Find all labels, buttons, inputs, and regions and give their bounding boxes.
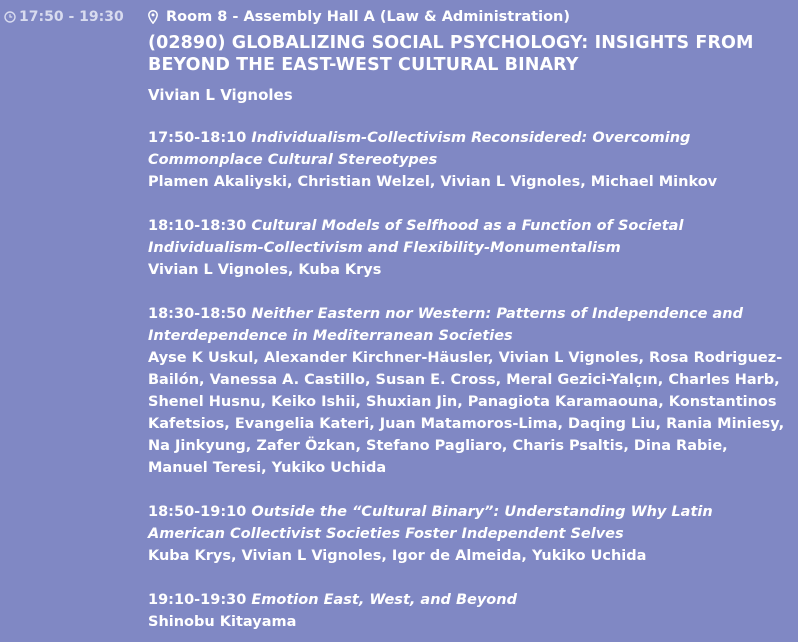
talk-title[interactable]: Neither Eastern nor Western: Patterns of Independence and Interdependence in Mediterranean Societies — [148, 306, 743, 344]
talk-time: 18:50-19:10 — [148, 504, 247, 520]
talk-authors: Shinobu Kitayama — [148, 614, 297, 630]
talk-item — [148, 501, 788, 567]
talk-title[interactable]: Outside the “Cultural Binary”: Understanding Why Latin American Collectivist Societies Foster Independent Selves — [148, 504, 713, 542]
talk-authors: Kuba Krys, Vivian L Vignoles, Igor de Almeida, Yukiko Uchida — [148, 548, 647, 564]
room-text: Room 8 - Assembly Hall A (Law & Administration) — [166, 9, 570, 25]
talk-title[interactable]: Individualism-Collectivism Reconsidered: Overcoming Commonplace Cultural Stereotypes — [148, 130, 691, 168]
talk-authors: Plamen Akaliyski, Christian Welzel, Vivian L Vignoles, Michael Minkov — [148, 174, 718, 190]
talk-authors: Vivian L Vignoles, Kuba Krys — [148, 262, 382, 278]
room-location — [148, 8, 788, 26]
talk-item — [148, 215, 788, 281]
talk-time: 17:50-18:10 — [148, 130, 247, 146]
map-pin-icon — [148, 10, 158, 24]
talk-item — [148, 589, 788, 633]
talk-title[interactable]: Emotion East, West, and Beyond — [251, 592, 517, 608]
session-title[interactable]: (02890) GLOBALIZING SOCIAL PSYCHOLOGY: INSIGHTS FROM BEYOND THE EAST-WEST CULTURAL BINARY — [148, 33, 754, 75]
talk-time: 18:30-18:50 — [148, 306, 247, 322]
talk-authors: Ayse K Uskul, Alexander Kirchner-Häusler, Vivian L Vignoles, Rosa Rodriguez-Bailón, Vanessa A. Castillo, Susan E. Cross, Meral Gezici-Yalçın, Charles Harb, Shenel Husnu, Keiko Ishii, Shuxian Jin, Panagiota Karamaouna, Konstantinos Kafetsios, Evangelia Kateri, Juan Matamoros-Lima, Daqing Liu, Rania Miniesy, Na Jinkyung, Zafer Özkan, Stefano Pagliaro, Charis Psaltis, Dina Rabie, Manuel Teresi, Yukiko Uchida — [148, 350, 785, 476]
talk-item — [148, 303, 788, 479]
session-details — [148, 8, 788, 633]
talk-item — [148, 127, 788, 193]
session-chair: Vivian L Vignoles — [148, 86, 293, 104]
clock-icon — [4, 11, 16, 23]
talk-time: 19:10-19:30 — [148, 592, 247, 608]
session-time — [4, 9, 124, 25]
session-time-text: 17:50 - 19:30 — [19, 9, 124, 25]
talk-time: 18:10-18:30 — [148, 218, 247, 234]
talk-title[interactable]: Cultural Models of Selfhood as a Function of Societal Individualism-Collectivism and Flexibility-Monumentalism — [148, 218, 684, 256]
